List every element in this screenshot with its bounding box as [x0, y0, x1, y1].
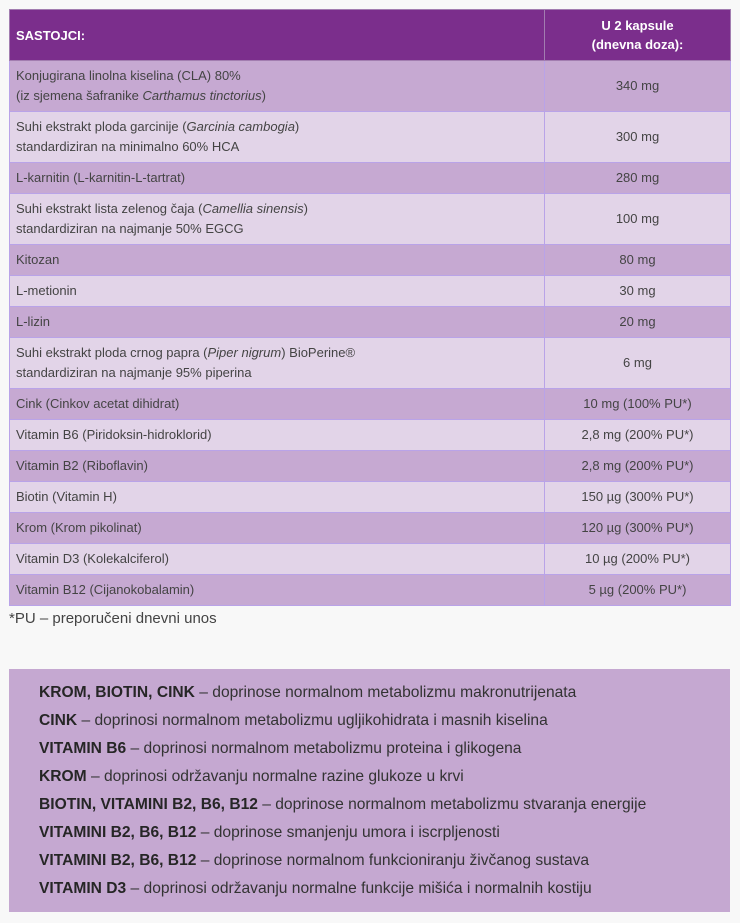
table-row — [10, 307, 731, 338]
claim-text: – doprinosi održavanju normalne funkcije mišića i normalnih kostiju — [126, 880, 592, 897]
header-amount-line2: (dnevna doza): — [591, 37, 684, 52]
table-row — [10, 544, 731, 575]
ingredient-amount: 2,8 mg (200% PU*) — [545, 420, 731, 451]
ingredient-amount: 10 mg (100% PU*) — [545, 389, 731, 420]
ingredient-name — [10, 61, 545, 112]
health-claim — [39, 819, 730, 847]
ingredient-name: L-karnitin (L-karnitin-L-tartrat) — [10, 163, 545, 194]
ingredient-amount: 80 mg — [545, 245, 731, 276]
ingredient-name-line1: Suhi ekstrakt ploda garcinije (Garcinia cambogia) — [16, 119, 300, 134]
ingredient-amount: 5 µg (200% PU*) — [545, 575, 731, 606]
table-row — [10, 194, 731, 245]
ingredient-name: Vitamin B2 (Riboflavin) — [10, 451, 545, 482]
ingredient-name — [10, 194, 545, 245]
ingredient-name: L-metionin — [10, 276, 545, 307]
ingredient-amount: 2,8 mg (200% PU*) — [545, 451, 731, 482]
ingredients-table-container — [9, 9, 730, 606]
ingredient-amount: 100 mg — [545, 194, 731, 245]
ingredient-name — [10, 112, 545, 163]
table-header-row — [10, 10, 731, 61]
table-row — [10, 61, 731, 112]
health-claims-box — [9, 669, 730, 912]
ingredient-amount: 6 mg — [545, 338, 731, 389]
table-row — [10, 451, 731, 482]
claim-nutrients: VITAMIN D3 — [39, 880, 127, 897]
ingredient-amount: 340 mg — [545, 61, 731, 112]
health-claim — [39, 735, 730, 763]
ingredient-name: Vitamin B6 (Piridoksin-hidroklorid) — [10, 420, 545, 451]
ingredient-name: L-lizin — [10, 307, 545, 338]
latin-name: Garcinia cambogia — [186, 119, 295, 134]
claim-text: – doprinose normalnom funkcioniranju živčanog sustava — [196, 852, 590, 869]
claim-nutrients: VITAMINI B2, B6, B12 — [39, 852, 197, 869]
ingredient-name: Vitamin D3 (Kolekalciferol) — [10, 544, 545, 575]
claim-text: – doprinosi normalnom metabolizmu ugljikohidrata i masnih kiselina — [77, 712, 548, 729]
ingredient-name — [10, 338, 545, 389]
table-row — [10, 163, 731, 194]
health-claim — [39, 791, 730, 819]
latin-name: Camellia sinensis — [202, 201, 304, 216]
ingredient-amount: 10 µg (200% PU*) — [545, 544, 731, 575]
ingredient-amount: 30 mg — [545, 276, 731, 307]
ingredient-name-line2: (iz sjemena šafranike Carthamus tinctorius) — [16, 88, 267, 103]
ingredient-amount: 120 µg (300% PU*) — [545, 513, 731, 544]
table-row — [10, 482, 731, 513]
claim-nutrients: VITAMIN B6 — [39, 740, 127, 757]
health-claim — [39, 875, 730, 903]
ingredient-amount: 150 µg (300% PU*) — [545, 482, 731, 513]
footnote: *PU – preporučeni dnevni unos — [9, 610, 217, 627]
ingredient-name: Vitamin B12 (Cijanokobalamin) — [10, 575, 545, 606]
ingredients-table — [9, 9, 731, 606]
table-row — [10, 245, 731, 276]
ingredient-amount: 20 mg — [545, 307, 731, 338]
header-ingredients: SASTOJCI: — [10, 10, 545, 61]
table-row — [10, 513, 731, 544]
table-row — [10, 389, 731, 420]
claim-text: – doprinosi održavanju normalne razine glukoze u krvi — [86, 768, 464, 785]
header-amount — [545, 10, 731, 61]
claim-nutrients: KROM — [39, 768, 87, 785]
header-amount-line1: U 2 kapsule — [601, 18, 674, 33]
health-claim — [39, 847, 730, 875]
ingredient-name-line2: standardiziran na najmanje 95% piperina — [16, 365, 252, 380]
ingredient-amount: 300 mg — [545, 112, 731, 163]
claim-text: – doprinose smanjenju umora i iscrpljenosti — [196, 824, 500, 841]
ingredient-name: Biotin (Vitamin H) — [10, 482, 545, 513]
ingredient-name: Cink (Cinkov acetat dihidrat) — [10, 389, 545, 420]
claim-nutrients: BIOTIN, VITAMINI B2, B6, B12 — [39, 796, 258, 813]
claim-nutrients: VITAMINI B2, B6, B12 — [39, 824, 197, 841]
table-row — [10, 276, 731, 307]
latin-name: Carthamus tinctorius — [142, 88, 262, 103]
health-claim — [39, 679, 730, 707]
claim-text: – doprinose normalnom metabolizmu makronutrijenata — [194, 684, 577, 701]
claim-nutrients: CINK — [39, 712, 78, 729]
table-row — [10, 338, 731, 389]
claim-text: – doprinose normalnom metabolizmu stvaranja energije — [257, 796, 647, 813]
ingredient-name-line2: standardiziran na najmanje 50% EGCG — [16, 221, 244, 236]
health-claim — [39, 763, 730, 791]
table-row — [10, 112, 731, 163]
ingredient-name-line1: Suhi ekstrakt ploda crnog papra (Piper nigrum) BioPerine® — [16, 345, 356, 360]
ingredient-amount: 280 mg — [545, 163, 731, 194]
claim-nutrients: KROM, BIOTIN, CINK — [39, 684, 195, 701]
ingredient-name-line1: Konjugirana linolna kiselina (CLA) 80% — [16, 68, 241, 83]
ingredient-name-line1: Suhi ekstrakt lista zelenog čaja (Camellia sinensis) — [16, 201, 308, 216]
ingredient-name: Kitozan — [10, 245, 545, 276]
table-row — [10, 575, 731, 606]
health-claim — [39, 707, 730, 735]
ingredient-name-line2: standardiziran na minimalno 60% HCA — [16, 139, 240, 154]
ingredient-name: Krom (Krom pikolinat) — [10, 513, 545, 544]
latin-name: Piper nigrum — [207, 345, 282, 360]
table-row — [10, 420, 731, 451]
claim-text: – doprinosi normalnom metabolizmu proteina i glikogena — [126, 740, 522, 757]
